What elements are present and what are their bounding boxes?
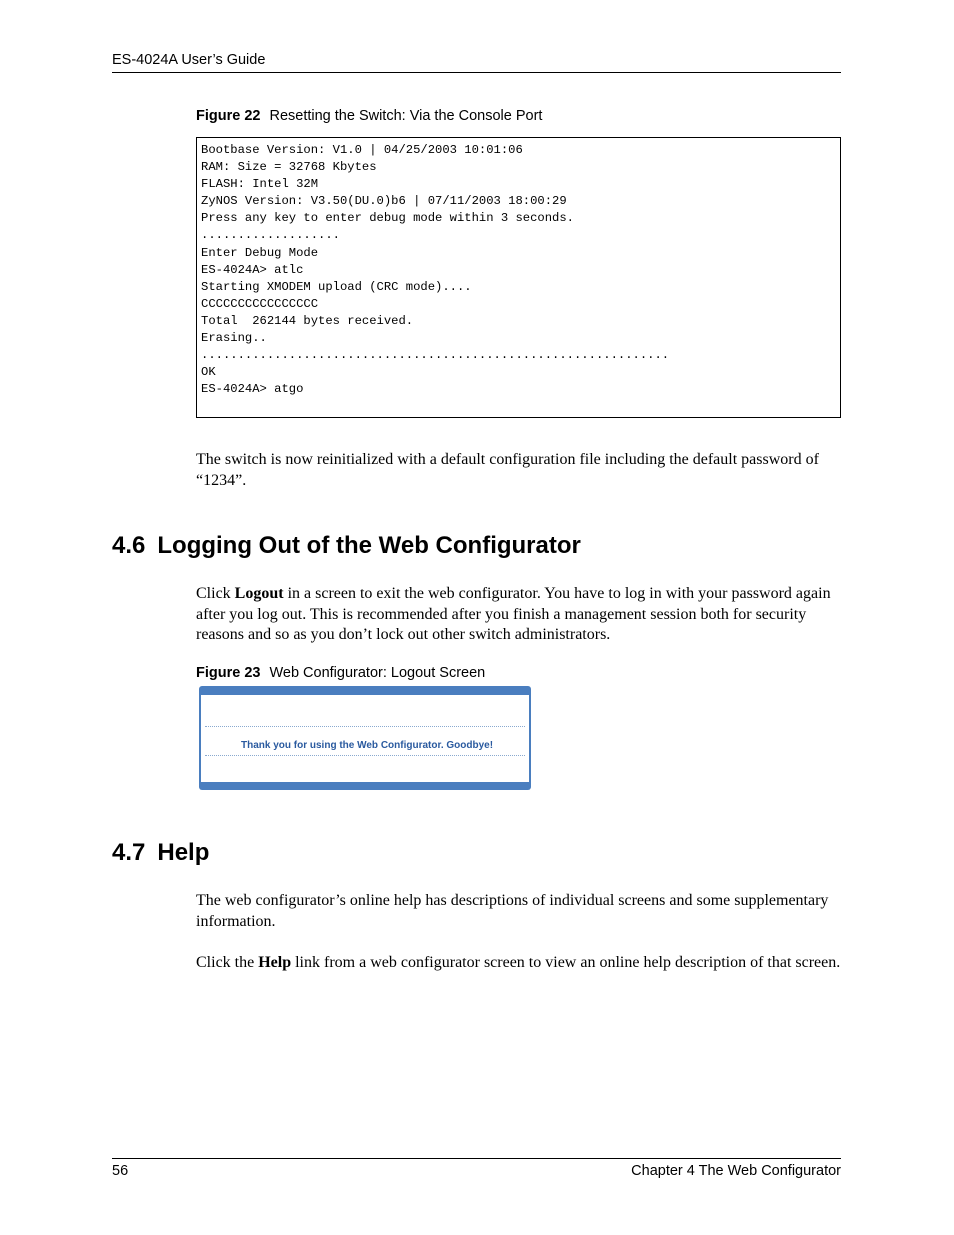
console-line: RAM: Size = 32768 Kbytes [201, 160, 377, 175]
figure-22-caption [196, 108, 542, 124]
divider [205, 726, 525, 727]
section-number: 4.6 [112, 532, 146, 559]
figure-23-caption [196, 665, 485, 681]
logout-screen-figure [199, 686, 531, 790]
section-number: 4.7 [112, 839, 146, 866]
figure-22-title: Resetting the Switch: Via the Console Port [269, 108, 543, 124]
paragraph-text: in a screen to exit the web configurator. You have to log in with your password again after you log out. This is recommended after you finish a management session both for security reasons and so as you don’t lock out other switch administrators. [196, 585, 831, 643]
help-term: Help [258, 954, 292, 971]
paragraph-logout [196, 584, 842, 646]
logout-frame [199, 695, 531, 782]
section-title: Help [157, 839, 210, 866]
section-heading-help [112, 839, 209, 867]
section-title: Logging Out of the Web Configurator [157, 532, 581, 559]
page-number: 56 [112, 1163, 129, 1179]
paragraph-text: Click the [196, 954, 259, 971]
console-line: Enter Debug Mode [201, 245, 319, 260]
goodbye-message: Thank you for using the Web Configurator. Goodbye! [241, 740, 494, 751]
divider [205, 755, 525, 756]
paragraph-help-link [196, 953, 842, 974]
console-line: CCCCCCCCCCCCCCCC [201, 296, 319, 311]
page-footer [112, 1158, 841, 1183]
console-line: ZyNOS Version: V3.50(DU.0)b6 | 07/11/2003 18:00:29 [201, 194, 567, 209]
figure-23-title: Web Configurator: Logout Screen [269, 665, 486, 681]
logout-bottom-bar [199, 782, 531, 790]
console-line: Bootbase Version: V1.0 | 04/25/2003 10:01:06 [201, 143, 523, 157]
page-header [112, 51, 841, 73]
console-line: Erasing.. [201, 331, 267, 346]
console-line: Total 262144 bytes received. [201, 313, 414, 328]
console-line: ES-4024A> atgo [201, 382, 304, 397]
console-line: Press any key to enter debug mode within 3 seconds. [201, 211, 574, 226]
console-output [196, 137, 841, 418]
paragraph-text: link from a web configurator screen to view an online help description of that screen. [291, 954, 841, 971]
figure-23-label: Figure 23 [196, 665, 261, 681]
console-line: ................... [201, 228, 340, 243]
chapter-title: Chapter 4 The Web Configurator [631, 1163, 841, 1179]
section-heading-logout [112, 532, 581, 560]
console-line: FLASH: Intel 32M [201, 177, 319, 192]
paragraph-help-intro: The web configurator’s online help has descriptions of individual screens and some supplementary information. [196, 892, 829, 930]
console-line: ES-4024A> atlc [201, 262, 304, 277]
console-line: ................................................................ [201, 348, 670, 363]
logout-term: Logout [234, 585, 284, 602]
logout-top-bar [199, 686, 531, 695]
console-line: OK [201, 365, 216, 380]
paragraph-text: Click [196, 585, 235, 602]
header-title: ES-4024A User’s Guide [112, 52, 266, 68]
figure-22-label: Figure 22 [196, 108, 261, 124]
console-line: Starting XMODEM upload (CRC mode).... [201, 279, 472, 294]
paragraph-reinitialized: The switch is now reinitialized with a default configuration file including the default password of “1234”. [196, 451, 819, 489]
